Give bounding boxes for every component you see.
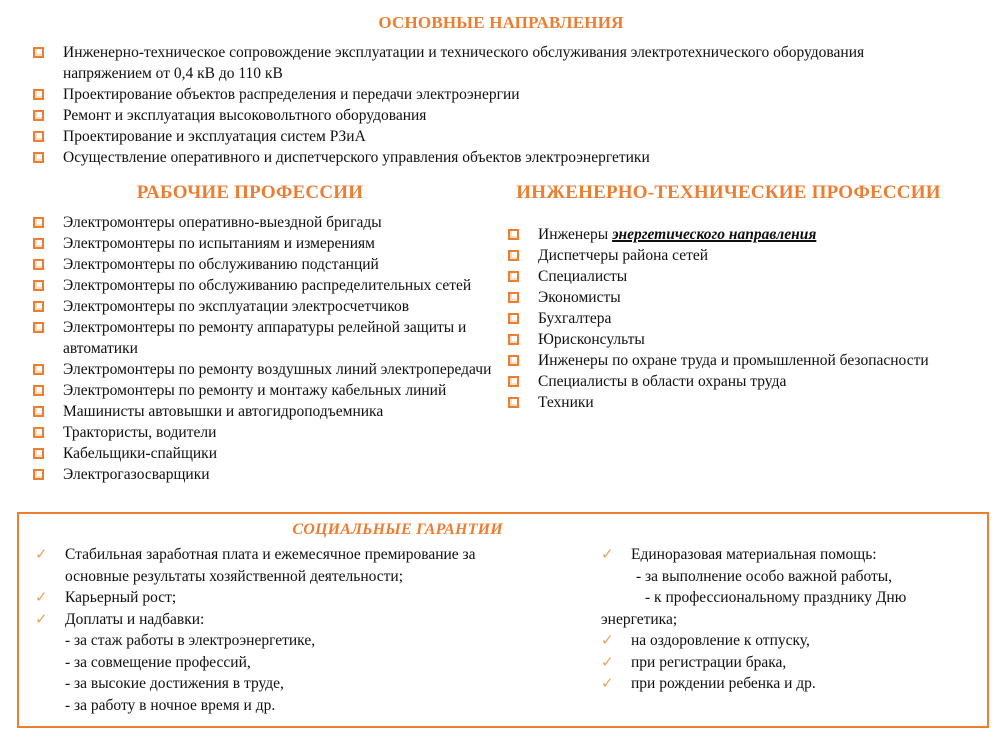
checkmark-icon: ✓ [601,545,614,563]
checkmark-icon: ✓ [601,674,614,692]
social-guarantees-left-column [35,544,593,716]
checkbox-icon [508,355,519,366]
list-item [508,224,958,245]
checkbox-icon [33,89,44,100]
list-item: Электромонтеры по ремонту аппаратуры релейной защиты и автоматики [33,317,495,359]
sub-item: - за совмещение профессий, [65,653,251,671]
checkbox-icon [508,229,519,240]
list-item: Бухгалтера [508,308,958,329]
list-item: Машинисты автовышки и автогидроподъемника [33,401,495,422]
list-item-prefix: Инженеры [538,226,613,243]
checkbox-icon [33,364,44,375]
list-item: ✓ при регистрации брака, [601,652,977,674]
list-item: Трактористы, водители [33,422,495,443]
checkbox-icon [33,238,44,249]
list-item: Ремонт и эксплуатация высоковольтного оборудования [33,105,951,126]
continuation-line: энергетика; [601,610,678,628]
checkbox-icon [33,280,44,291]
sub-item: - за работу в ночное время и др. [65,696,276,714]
list-item: Техники [508,392,958,413]
list-item: Электромонтеры по эксплуатации электросчетчиков [33,296,495,317]
emphasized-text: энергетического направления [612,226,817,243]
worker-professions-list [33,212,495,485]
checkbox-icon [33,217,44,228]
checkmark-icon: ✓ [35,545,48,563]
list-item: Экономисты [508,287,958,308]
list-item: Диспетчеры района сетей [508,245,958,266]
list-item: Электромонтеры по испытаниям и измерениям [33,233,495,254]
sub-item: - за стаж работы в электроэнергетике, [65,632,316,649]
checkmark-icon: ✓ [35,588,48,606]
list-item: Кабельщики-спайщики [33,443,495,464]
checkbox-icon [33,385,44,396]
list-item: Специалисты [508,266,958,287]
checkbox-icon [33,427,44,438]
list-item: Электрогазосварщики [33,464,495,485]
list-item: Электромонтеры оперативно-выездной бригады [33,212,495,233]
list-item: Специалисты в области охраны труда [508,371,958,392]
list-item: ✓ Карьерный рост; [35,587,593,609]
checkbox-icon [33,448,44,459]
checkbox-icon [33,152,44,163]
checkbox-icon [33,322,44,333]
checkmark-icon: ✓ [35,609,48,628]
main-directions-list [33,42,951,168]
social-guarantees-title: СОЦИАЛЬНЫЕ ГАРАНТИИ [292,521,503,538]
checkbox-icon [33,131,44,142]
list-item: ✓ на оздоровление к отпуску, [601,630,977,652]
list-item: Проектирование и эксплуатация систем РЗиА [33,126,951,147]
checkmark-icon: ✓ [601,652,614,671]
social-guarantees-heading-wrap [35,521,760,539]
worker-professions-title: РАБОЧИЕ ПРОФЕССИИ [136,182,364,203]
sub-item: - за выполнение особо важной работы, [636,567,893,585]
list-item: Юрисконсульты [508,329,958,350]
professions-section [0,182,1002,485]
checkbox-icon [33,406,44,417]
checkbox-icon [508,397,519,408]
list-item: ✓ Единоразовая материальная помощь: [601,544,977,566]
checkbox-icon [508,250,519,261]
checkmark-icon: ✓ [601,631,614,649]
checkbox-icon [33,47,44,58]
main-directions-section [0,13,1002,168]
list-item: Электромонтеры по обслуживанию распределительных сетей [33,275,495,296]
checkbox-icon [508,292,519,303]
checkbox-icon [508,271,519,282]
checkbox-icon [33,301,44,312]
list-item: Электромонтеры по ремонту и монтажу кабельных линий [33,380,495,401]
list-item: Проектирование объектов распределения и передачи электроэнергии [33,84,951,105]
social-guarantees-right-column [593,544,977,716]
checkbox-icon [508,334,519,345]
main-directions-title: ОСНОВНЫЕ НАПРАВЛЕНИЯ [378,13,624,32]
checkbox-icon [33,469,44,480]
list-item: Осуществление оперативного и диспетчерского управления объектов электроэнергетики [33,147,951,168]
engineering-professions-list [508,224,958,413]
list-item: ✓ при рождении ребенка и др. [601,673,977,695]
social-guarantees-box [17,512,989,728]
sub-item: - к профессиональному празднику Дню [645,589,907,606]
engineering-professions-title: ИНЖЕНЕРНО-ТЕХНИЧЕСКИЕ ПРОФЕССИИ [516,182,941,203]
list-item: Электромонтеры по ремонту воздушных линий электропередачи [33,359,495,380]
sub-item: - за высокие достижения в труде, [65,675,284,692]
list-item: ✓ Доплаты и надбавки: [35,609,593,631]
checkbox-icon [508,376,519,387]
list-item: Электромонтеры по обслуживанию подстанций [33,254,495,275]
checkbox-icon [508,313,519,324]
list-item: Инженерно-техническое сопровождение эксплуатации и технического обслуживания электротехнического оборудования напряжением от 0,4 кВ до 110 кВ [33,42,951,84]
worker-professions-column [0,182,500,485]
list-item: Инженеры по охране труда и промышленной безопасности [508,350,958,371]
list-item: ✓ Стабильная заработная плата и ежемесячное премирование за основные результаты хозяйственной деятельности; [35,545,476,585]
social-guarantees-columns [35,544,977,716]
checkbox-icon [33,110,44,121]
checkbox-icon [33,259,44,270]
engineering-professions-column [500,182,1002,485]
